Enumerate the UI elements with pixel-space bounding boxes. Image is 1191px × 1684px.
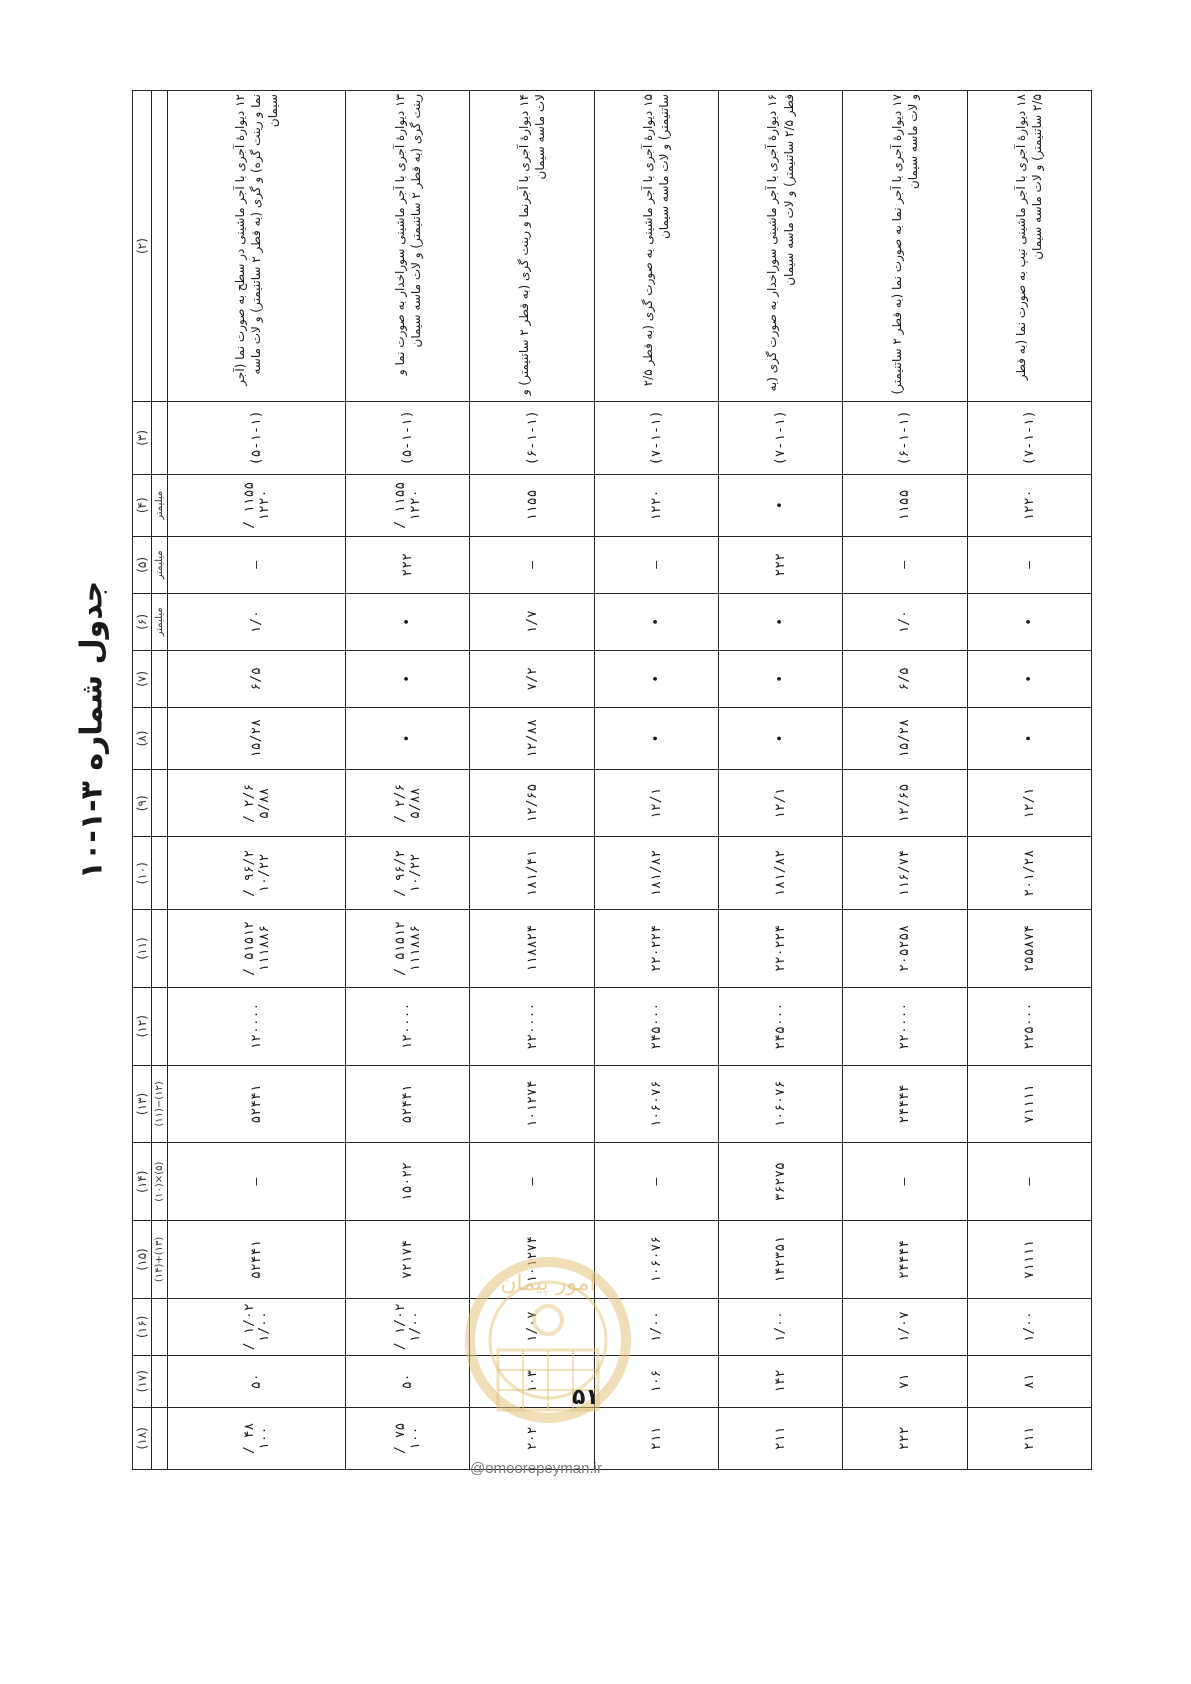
row-figure: (۷-۱-۱) <box>967 402 1091 475</box>
formula-15: (۱۳)+(۱۴) <box>152 1221 168 1299</box>
row-description <box>719 91 843 402</box>
row-figure: (۷-۱-۱) <box>594 402 718 475</box>
cell-c5: — <box>594 536 718 593</box>
cell-c15: ۷۱۱۱۱ <box>967 1221 1091 1299</box>
cell-c18: ۲۲۲ <box>843 1407 967 1469</box>
cell-c15: ۱۴۲۳۵۱ <box>719 1221 843 1299</box>
cell-c9: ۲/۶ / ۵/۸۸ <box>346 770 470 837</box>
cell-c9: ۲/۶ / ۵/۸۸ <box>168 770 346 837</box>
colno-10: (۱۰) <box>133 837 152 910</box>
colno-17: (۱۷) <box>133 1355 152 1407</box>
cell-c5: — <box>843 536 967 593</box>
cell-c10: ۱۸۱/۸۲ <box>719 837 843 910</box>
cell-c12: ۲۴۵۰۰۰ <box>594 987 718 1065</box>
cell-c5: ۲۲۲ <box>719 536 843 593</box>
cell-c5: — <box>470 536 594 593</box>
row-figure: (۷-۱-۱) <box>719 402 843 475</box>
seal-icon <box>458 1250 638 1450</box>
unit-7 <box>152 650 168 707</box>
cell-c6: • <box>594 593 718 650</box>
colno-8: (۸) <box>133 707 152 769</box>
row-description-text: دیوارهٔ آجری با آجر ماشینی تیپ به صورت نما (به قطر ۲/۵ ساتنیمتر) و لات ماسه سیمان <box>1014 94 1045 381</box>
formula-13: (۱۲)−(۱۱) <box>152 1065 168 1143</box>
column-number-row <box>133 91 152 1470</box>
cell-c4: ۱۱۵۵ <box>843 474 967 536</box>
cell-c6: • <box>719 593 843 650</box>
row-number: ۱۵ <box>641 94 656 107</box>
cell-c7: ۶/۵ <box>168 650 346 707</box>
colno-6: (۶) <box>133 593 152 650</box>
unit-10 <box>152 837 168 910</box>
cell-c8: • <box>346 707 470 769</box>
unit-4: میلیمتر <box>152 474 168 536</box>
cell-c6: ۱/۷ <box>470 593 594 650</box>
cell-c12: ۲۴۵۰۰۰ <box>719 987 843 1065</box>
colno-9: (۹) <box>133 770 152 837</box>
cell-c8: • <box>594 707 718 769</box>
colno-18: (۱۸) <box>133 1407 152 1469</box>
row-description-text: دیوارهٔ آجری با آجر ماشینی سوراخدار به صورت گری (به قطر ۲/۵ ساتنیمتر) و لات ماسه سیمان <box>765 94 796 392</box>
unit-5: میلیمتر <box>152 536 168 593</box>
row-number: ۱۷ <box>889 94 904 107</box>
row-number: ۱۸ <box>1014 94 1029 107</box>
watermark-seal <box>458 1250 638 1450</box>
colno-14: (۱۴) <box>133 1143 152 1221</box>
cell-c18: ۷۵ / ۱۰۰ <box>346 1407 470 1469</box>
unit-3 <box>152 402 168 475</box>
cell-c17: ۸۱ <box>967 1355 1091 1407</box>
table-title <box>62 580 122 880</box>
cell-c10: ۱۱۶/۷۴ <box>843 837 967 910</box>
cell-c15: ۱۰۱۲۷۴ <box>470 1221 594 1299</box>
cell-c16: ۱/۰۰ <box>967 1298 1091 1355</box>
cell-c12: ۱۲۰۰۰۰ <box>168 987 346 1065</box>
cell-c13: ۲۴۴۴۴ <box>843 1065 967 1143</box>
row-number: ۱۴ <box>516 94 531 107</box>
cell-c17: ۵۰ <box>168 1355 346 1407</box>
cell-c13: ۷۱۱۱۱ <box>967 1065 1091 1143</box>
row-description-text: دیوارهٔ آجری با آجر ماشینی به صورت گری (به قطر ۲/۵ ساتنیمتر) و لات ماسه سیمان <box>641 94 672 387</box>
cell-c14: — <box>470 1143 594 1221</box>
cell-c6: • <box>967 593 1091 650</box>
cell-c18: ۲۱۱ <box>719 1407 843 1469</box>
cell-c18: ۲۱۱ <box>594 1407 718 1469</box>
cell-c11: ۲۵۵۸۷۴ <box>967 910 1091 988</box>
row-description <box>594 91 718 402</box>
cell-c10: ۱۸۱/۸۲ <box>594 837 718 910</box>
cell-c14: — <box>168 1143 346 1221</box>
row-description-text: دیوارهٔ آجری با آجر ماشینی در سطح به صورت نما (آجر نما و رینت گره) و گری (به قطر ۲ ساتنیمتر) و لات ماسه سیمان <box>233 94 280 386</box>
cell-c8: • <box>967 707 1091 769</box>
cell-c15: ۲۴۴۴۴ <box>843 1221 967 1299</box>
cell-c4: ۱۲۲۰ <box>594 474 718 536</box>
cell-c8: ۱۵/۲۸ <box>168 707 346 769</box>
cell-c12: ۲۲۵۰۰۰ <box>967 987 1091 1065</box>
cell-c15: ۱۰۶۰۷۶ <box>594 1221 718 1299</box>
table-row <box>967 91 1091 1470</box>
cell-c16: ۱/۰۲ / ۱/۰۰ <box>168 1298 346 1355</box>
cell-c5: ۲۲۲ <box>346 536 470 593</box>
unit-9 <box>152 770 168 837</box>
row-description <box>168 91 346 402</box>
cell-c15: ۵۲۴۴۱ <box>168 1221 346 1299</box>
unit-16 <box>152 1298 168 1355</box>
table-row <box>719 91 843 1470</box>
colno-13: (۱۳) <box>133 1065 152 1143</box>
cell-c14: — <box>843 1143 967 1221</box>
cell-c11: ۵۱۵۱۲ / ۱۱۱۸۸۶ <box>168 910 346 988</box>
formula-14: (۵)×(۱۰) <box>152 1143 168 1221</box>
cell-c8: • <box>719 707 843 769</box>
unit-row <box>152 91 168 1470</box>
row-description-text: دیوارهٔ آجری با آجرنما و رینت گری (به قطر ۲ ساتنیمتر) و لات ماسه سیمان <box>516 94 548 396</box>
row-number: ۱۲ <box>233 94 248 107</box>
cell-c17: ۱۰۳ <box>470 1355 594 1407</box>
colno-4: (۴) <box>133 474 152 536</box>
cell-c7: ۷/۲ <box>470 650 594 707</box>
row-description-text: دیوارهٔ آجری با آجر نما به صورت نما (به قطر ۲ ساتنیمتر) و لات ماسه سیمان <box>889 94 920 395</box>
row-figure: (۶-۱-۱) <box>843 402 967 475</box>
cell-c15: ۷۲۱۷۴ <box>346 1221 470 1299</box>
unit-11 <box>152 910 168 988</box>
cell-c7: • <box>719 650 843 707</box>
table-row <box>843 91 967 1470</box>
cell-c18: ۴۸ / ۱۰۰ <box>168 1407 346 1469</box>
unit-6: میلیمتر <box>152 593 168 650</box>
colno-12: (۱۲) <box>133 987 152 1065</box>
cell-c13: ۱۰۶۰۷۶ <box>719 1065 843 1143</box>
table-row <box>168 91 346 1470</box>
unit-12 <box>152 987 168 1065</box>
watermark-text: امور پیمان <box>500 1271 596 1296</box>
row-description <box>470 91 594 402</box>
cell-c11: ۲۲۰۲۲۴ <box>594 910 718 988</box>
cell-c7: • <box>346 650 470 707</box>
cell-c4: ۱۱۵۵ <box>470 474 594 536</box>
cell-c16: ۱/۰۲ / ۱/۰۰ <box>346 1298 470 1355</box>
row-number: ۱۶ <box>765 94 780 107</box>
cell-c12: ۲۲۰۰۰۰ <box>470 987 594 1065</box>
cell-c17: ۱۴۲ <box>719 1355 843 1407</box>
cell-c18: ۲۰۲ <box>470 1407 594 1469</box>
row-figure: (۶-۱-۱) <box>470 402 594 475</box>
cell-c10: ۹۶/۲ / ۱۰/۲۲ <box>168 837 346 910</box>
cell-c12: ۱۲۰۰۰۰ <box>346 987 470 1065</box>
cell-c5: — <box>967 536 1091 593</box>
cell-c9: ۱۲/۱ <box>594 770 718 837</box>
cell-c10: ۹۶/۲ / ۱۰/۲۲ <box>346 837 470 910</box>
cell-c11: ۵۱۵۱۲ / ۱۱۱۸۸۶ <box>346 910 470 988</box>
unit-8 <box>152 707 168 769</box>
colno-16: (۱۶) <box>133 1298 152 1355</box>
cell-c14: — <box>967 1143 1091 1221</box>
cell-c11: ۱۱۸۸۲۴ <box>470 910 594 988</box>
cell-c17: ۵۰ <box>346 1355 470 1407</box>
unit-18 <box>152 1407 168 1469</box>
cell-c4: ۱۱۵۵ / ۱۲۲۰ <box>168 474 346 536</box>
row-description-text: دیوارهٔ آجری با آجر ماشینی سوراخدار به صورت نما و رینت گری (به قطر ۲ ساتنیمتر) و لات ماسه سیمان <box>392 94 423 376</box>
cell-c13: ۱۰۶۰۷۶ <box>594 1065 718 1143</box>
cell-c14: ۳۶۲۷۵ <box>719 1143 843 1221</box>
row-number: ۱۳ <box>392 94 407 107</box>
website-credit: @omoorepeyman.ir <box>470 1460 602 1477</box>
cell-c9: ۱۲/۶۵ <box>843 770 967 837</box>
cell-c10: ۱۸۱/۴۱ <box>470 837 594 910</box>
colno-2: (۲) <box>133 91 152 402</box>
table-title-text: جدول شماره ۳-۱-۱۰ <box>74 580 110 880</box>
cell-c17: ۷۱ <box>843 1355 967 1407</box>
row-figure: (۵-۱-۱) <box>168 402 346 475</box>
page-number: ۵۱ <box>572 1385 599 1410</box>
cell-c6: • <box>346 593 470 650</box>
cell-c5: — <box>168 536 346 593</box>
colno-15: (۱۵) <box>133 1221 152 1299</box>
cell-c13: ۵۲۴۴۱ <box>168 1065 346 1143</box>
row-description <box>967 91 1091 402</box>
colno-5: (۵) <box>133 536 152 593</box>
cell-c9: ۱۲/۶۵ <box>470 770 594 837</box>
cell-c18: ۲۱۱ <box>967 1407 1091 1469</box>
cell-c10: ۲۰۱/۲۸ <box>967 837 1091 910</box>
cell-c13: ۵۲۴۴۱ <box>346 1065 470 1143</box>
cell-c17: ۱۰۶ <box>594 1355 718 1407</box>
row-description <box>346 91 470 402</box>
cell-c16: ۱/۰۷ <box>470 1298 594 1355</box>
cell-c7: ۶/۵ <box>843 650 967 707</box>
cell-c4: ۱۱۵۵ / ۱۲۲۰ <box>346 474 470 536</box>
row-figure: (۵-۱-۱) <box>346 402 470 475</box>
cell-c12: ۲۲۰۰۰۰ <box>843 987 967 1065</box>
cell-c16: ۱/۰۰ <box>719 1298 843 1355</box>
cell-c4: ۱۲۲۰ <box>967 474 1091 536</box>
unit-2 <box>152 91 168 402</box>
cell-c14: — <box>594 1143 718 1221</box>
row-description <box>843 91 967 402</box>
colno-11: (۱۱) <box>133 910 152 988</box>
cell-c7: • <box>967 650 1091 707</box>
colno-7: (۷) <box>133 650 152 707</box>
cell-c16: ۱/۰۰ <box>594 1298 718 1355</box>
cell-c9: ۱۲/۱ <box>967 770 1091 837</box>
cell-c8: ۱۲/۸۸ <box>470 707 594 769</box>
cell-c16: ۱/۰۷ <box>843 1298 967 1355</box>
cell-c13: ۱۰۱۲۷۴ <box>470 1065 594 1143</box>
cell-c6: ۱/۰ <box>168 593 346 650</box>
cell-c8: ۱۵/۲۸ <box>843 707 967 769</box>
cell-c11: ۲۰۵۲۵۸ <box>843 910 967 988</box>
cell-c6: ۱/۰ <box>843 593 967 650</box>
cell-c7: • <box>594 650 718 707</box>
unit-17 <box>152 1355 168 1407</box>
cell-c14: ۱۵۰۲۲ <box>346 1143 470 1221</box>
table-row <box>346 91 470 1470</box>
cell-c4: • <box>719 474 843 536</box>
colno-3: (۳) <box>133 402 152 475</box>
cell-c11: ۲۲۰۲۲۴ <box>719 910 843 988</box>
cell-c9: ۱۲/۱ <box>719 770 843 837</box>
